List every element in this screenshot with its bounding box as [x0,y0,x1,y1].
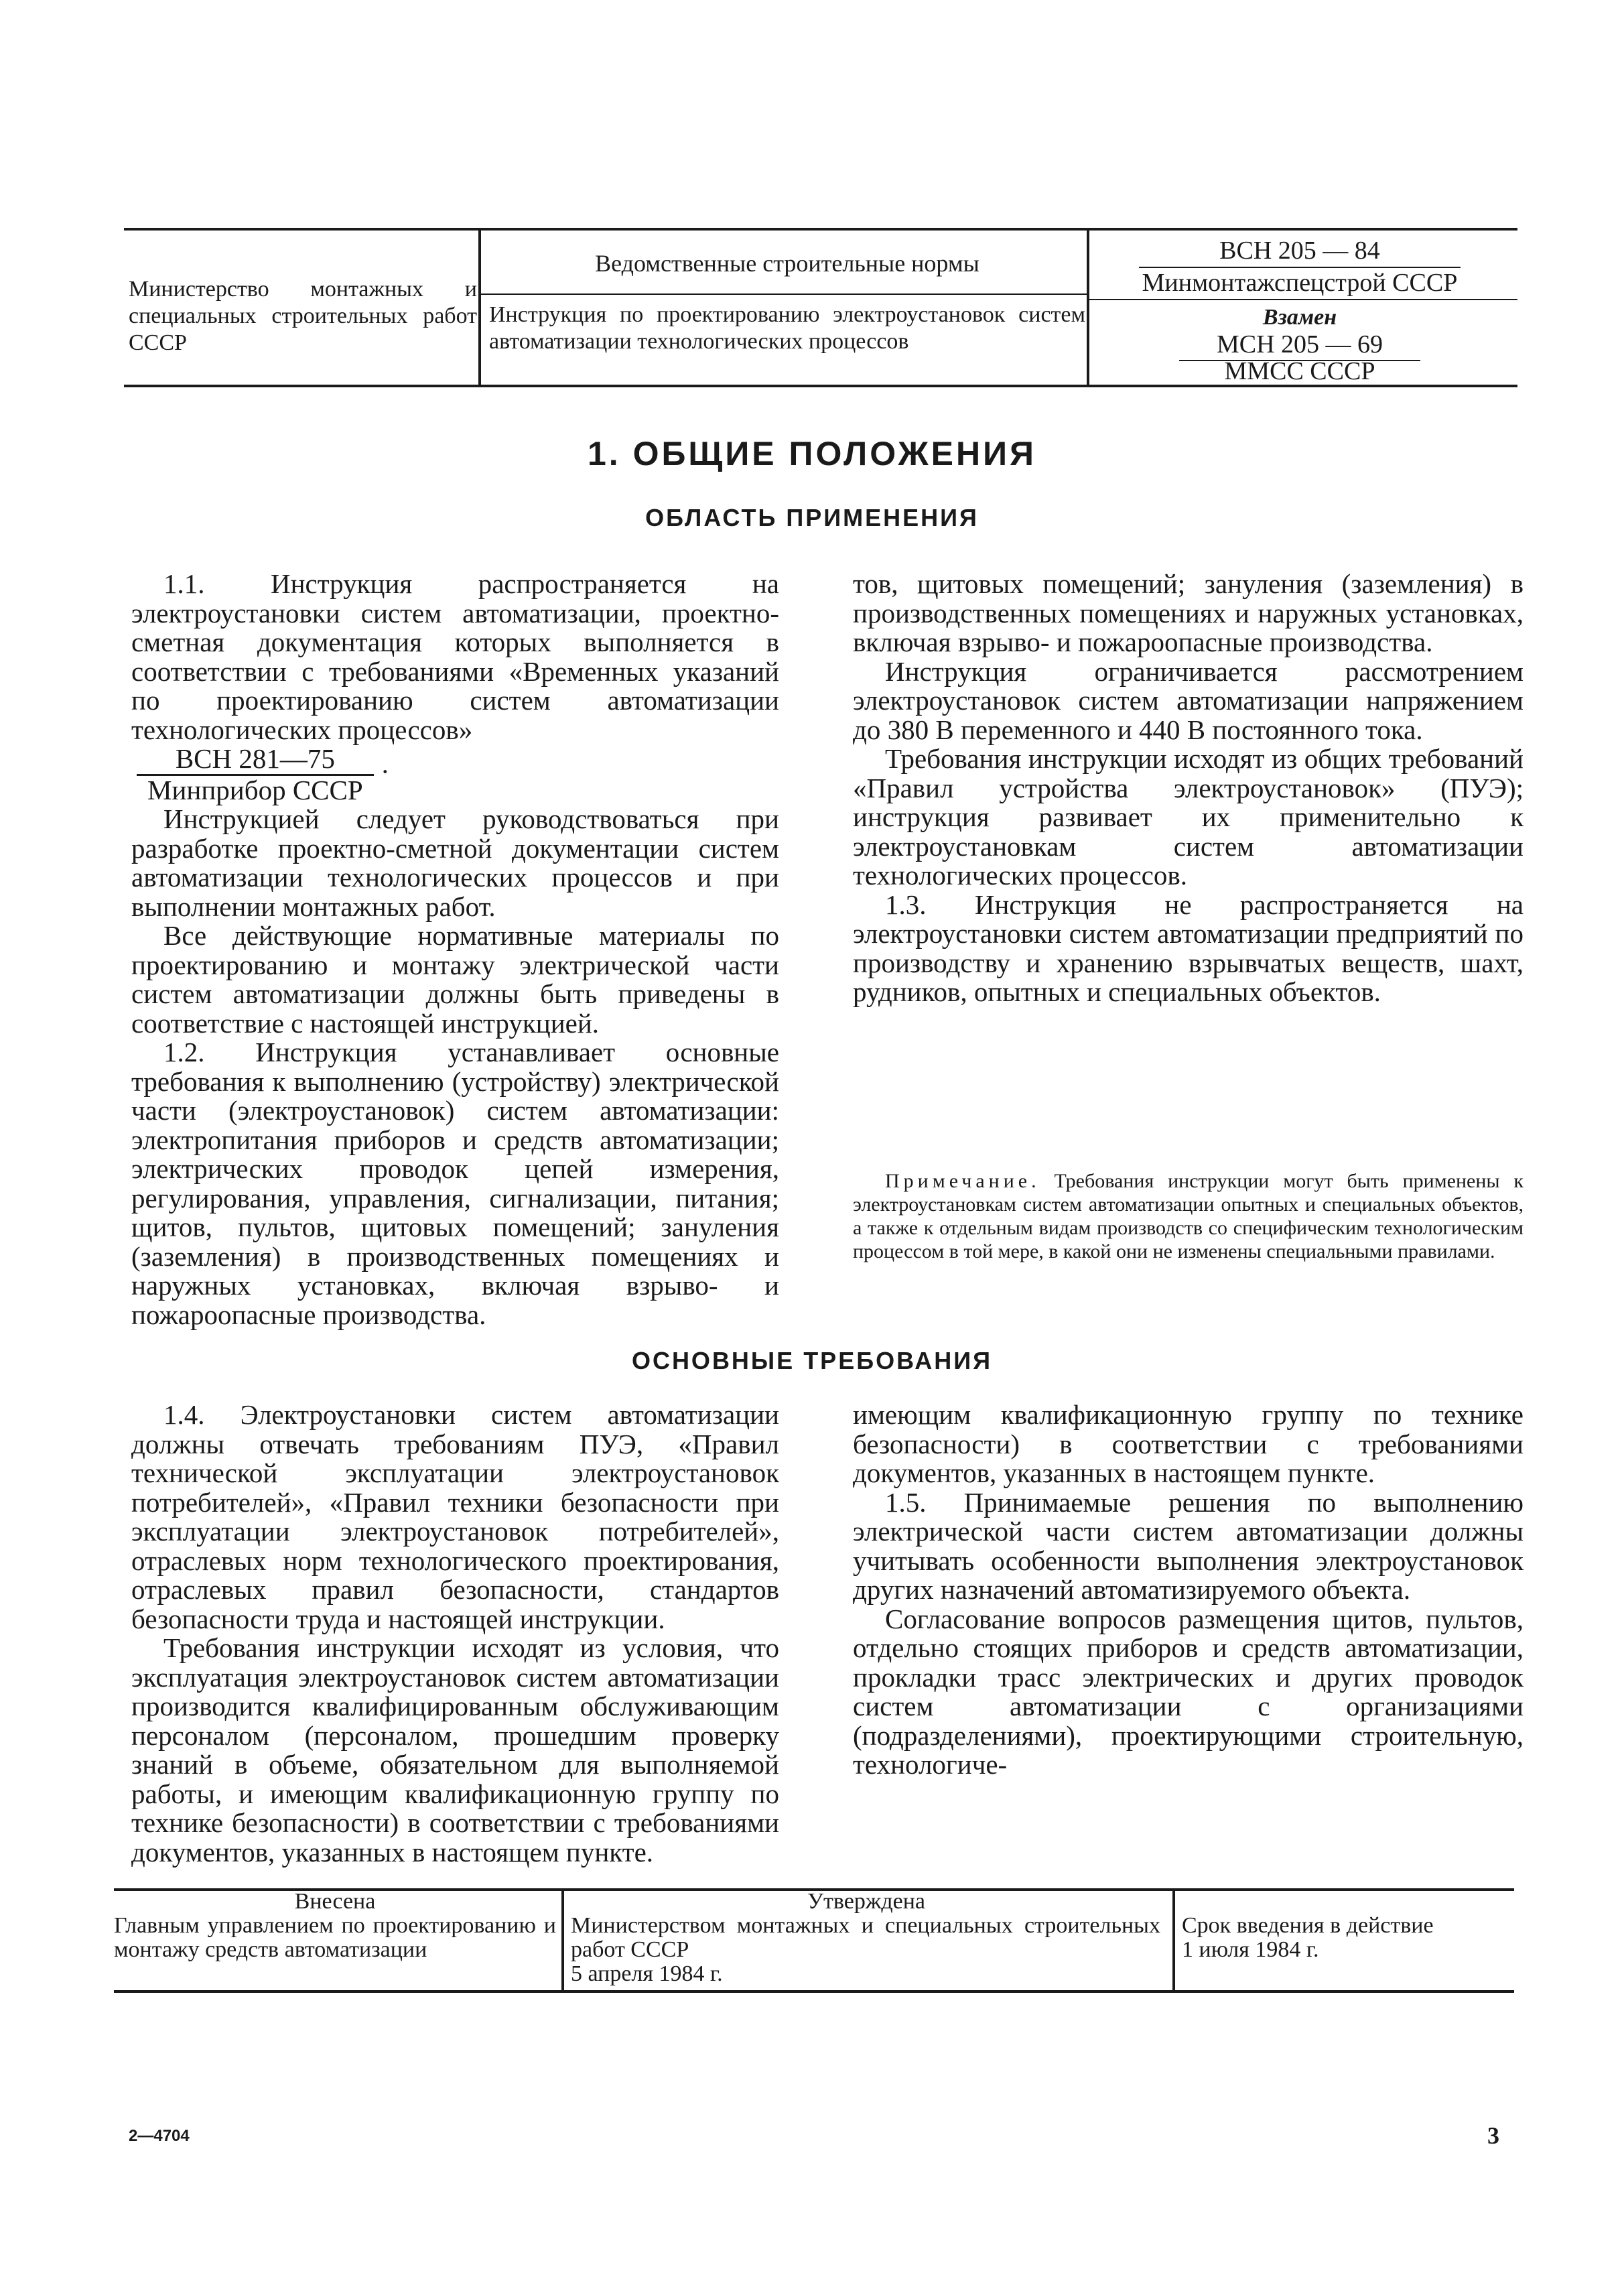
footer-bottom-rule [114,1990,1514,1993]
note-label: Примечание. [885,1170,1040,1192]
submitted-by: Главным управлением по проектированию и монтажу средств автоматизации [114,1913,556,1962]
header-divider-right [1087,229,1089,385]
header-mid-rule [480,293,1087,295]
paragraph-1-1c: Все действующие нормативные материалы по проектированию и монтажу электрической части систем автоматизации должны быть приведены в соответствие с настоящей инструкцией. [131,920,779,1039]
paragraph-1-3: 1.3. Инструкция не распространяется на электроустановки систем автоматизации предприятий по производству и хранению взрывчатых веществ, шахт, рудников, опытных и специальных объектов. [853,889,1524,1007]
header-top-rule [124,228,1517,231]
paragraph-1-2-continued: тов, щитовых помещений; зануления (заземления) в производственных помещениях и наружных установках, включая взрыво- и пожароопасные производства. [853,568,1524,657]
reference-fraction [137,744,779,805]
header-right-mid-rule [1088,299,1517,300]
header-divider-left [478,229,481,385]
print-code: 2—4704 [129,2127,190,2145]
approved-by: Министерством монтажных и специальных строительных работ СССР [571,1913,1160,1962]
main-right-column [853,1400,1524,1780]
paragraph-1-1: 1.1. Инструкция распространяется на электроустановки систем автоматизации, проектно-сметная документация которых выполняется в соответствии с требованиями «Временных указаний по проектированию систем автоматизации технологических процессов» [131,568,779,745]
paragraph-1-2: 1.2. Инструкция устанавливает основные требования к выполнению (устройству) электрической части (электроустановок) систем автоматизации: электропитания приборов и средств автоматизации; электрических проводок цепей измерения, регулирования, управления, сигнализации, питания; щитов, пультов, щитовых помещений; зануления (заземления) в производственных помещениях и наружных установках, включая взрыво- и пожароопасные производства. [131,1037,779,1330]
approved-date: 5 апреля 1984 г. [571,1961,723,1986]
replaces-number: МСН 205 — 69 [1216,330,1383,358]
approved-label: Утверждена [807,1889,926,1914]
footer-divider-right [1172,1890,1175,1990]
subsection-scope-title: ОБЛАСТЬ ПРИМЕНЕНИЯ [645,504,979,531]
scope-right-column [853,570,1524,1007]
replaces-org: ММСС СССР [1224,357,1375,385]
code-number: ВСН 205 — 84 [1219,237,1380,265]
paragraph-1-5: 1.5. Принимаемые решения по выполнению электрической части систем автоматизации должны учитывать особенности выполнения электроустановок других назначений автоматизируемого объекта. [853,1486,1524,1605]
instruction-title: Инструкция по проектированию электроустановок систем автоматизации технологических процессов [489,302,1085,354]
reference-denominator: Минприбор СССР [147,774,363,805]
paragraph-1-4: 1.4. Электроустановки систем автоматизации должны отвечать требованиям ПУЭ, «Правил технической эксплуатации электроустановок потребителей», «Правил техники безопасности при эксплуатации электроустановок потребителей», отраслевых норм технологического проектирования, отраслевых правил безопасности, стандартов безопасности труда и настоящей инструкции. [131,1399,779,1634]
norms-title: Ведомственные строительные нормы [595,250,979,277]
section-title: 1. ОБЩИЕ ПОЛОЖЕНИЯ [588,435,1036,472]
reference-dot: · [380,756,390,787]
paragraph-1-1b: Инструкцией следует руководствоваться при разработке проектно-сметной документации систем автоматизации технологических процессов и при выполнении монтажных работ. [131,803,779,922]
reference-numerator: ВСН 281—75 [137,744,374,776]
footer-divider-left [561,1890,564,1990]
paragraph-1-4b: Требования инструкции исходят из условия, что эксплуатация электроустановок систем автоматизации производится квалифицированным обслуживающим персоналом (персоналом, прошедшим проверку знаний в объеме, обязательном для выполняемой работы, и имеющим квалификационную группу по технике безопасности) в соответствии с требованиями документов, указанных в настоящем пункте. [131,1632,779,1868]
paragraph-1-2b: Инструкция ограничивается рассмотрением электроустановок систем автоматизации напряжением до 380 В переменного и 440 В постоянного тока. [853,655,1524,745]
ministry-name: Министерство монтажных и специальных строительных работ СССР [129,277,477,355]
subsection-main-title: ОСНОВНЫЕ ТРЕБОВАНИЯ [631,1347,993,1374]
submitted-label: Внесена [294,1889,376,1914]
paragraph-1-4b-continued: имеющим квалификационную группу по технике безопасности) в соответствии с требованиями документов, указанных в настоящем пункте. [853,1399,1524,1488]
code-org: Минмонтажспецстрой СССР [1142,269,1458,297]
effective-label: Срок введения в действие [1182,1913,1434,1938]
paragraph-1-2c: Требования инструкции исходят из общих требований «Правил устройства электроустановок» (ПУЭ); инструкция развивает их применительно к электроустановкам систем автоматизации технологических процессов. [853,743,1524,891]
scope-left-column [131,568,779,1330]
note-text: Требования инструкции могут быть применены к электроустановкам систем автоматизации опытных и специальных объектов, а также к отдельным видам производств со специфическим технологическим процессом в той мере, в какой они не изменены специальными правилами. [853,1170,1524,1262]
page-number: 3 [1487,2122,1499,2149]
note-block [853,1169,1524,1263]
paragraph-1-5b: Согласование вопросов размещения щитов, пультов, отдельно стоящих приборов и средств автоматизации, прокладки трасс электрических и других проводок систем автоматизации с организациями (подразделениями), проектирующими строительную, технологиче- [853,1603,1524,1780]
effective-date: 1 июля 1984 г. [1182,1937,1319,1962]
main-left-column [131,1399,779,1868]
replaces-label: Взамен [1262,305,1337,330]
